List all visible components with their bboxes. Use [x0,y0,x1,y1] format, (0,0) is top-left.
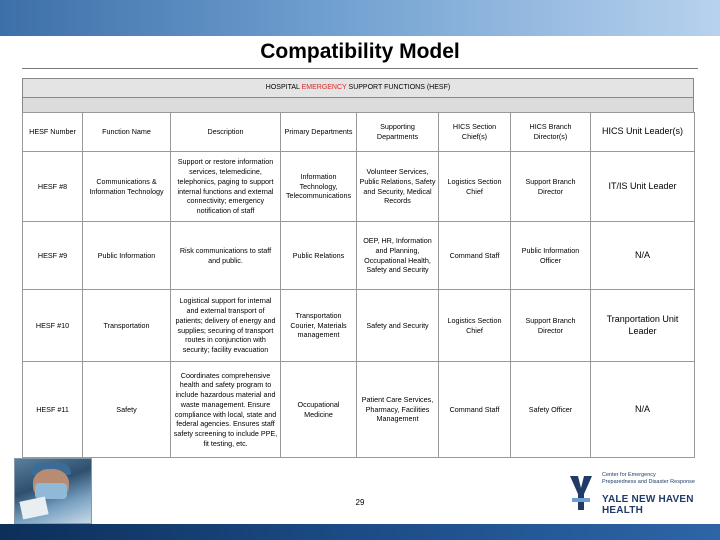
medical-staff-photo [14,458,92,524]
branch-director-cell: Support Branch Director [511,152,591,222]
column-header: HICS Unit Leader(s) [591,113,695,152]
brand-name: YALE NEW HAVEN HEALTH [602,494,694,516]
page-number: 29 [355,498,365,507]
supporting-departments-cell: OEP, HR, Information and Planning, Occupational Health, Safety and Security [357,222,439,290]
unit-leader-cell: N/A [591,362,695,458]
description-cell: Support or restore information services, telemedicine, telephonics, paging to support internal functions and external connectivity; emergency notification of staff [171,152,281,222]
column-header: Function Name [83,113,171,152]
hesf-number-cell: HESF #9 [23,222,83,290]
primary-departments-cell: Transportation Courier, Materials management [281,290,357,362]
section-chief-cell: Command Staff [439,362,511,458]
branch-director-cell: Support Branch Director [511,290,591,362]
header-band-emphasis: EMERGENCY [301,84,347,91]
table-row [23,290,695,362]
table-row [23,222,695,290]
table-header-row [23,113,695,152]
primary-departments-cell: Public Relations [281,222,357,290]
table-row [23,152,695,222]
bottom-banner [0,524,720,540]
center-name: Center for Emergency Preparedness and Disaster Response [602,472,695,486]
description-cell: Risk communications to staff and public. [171,222,281,290]
column-header: HESF Number [23,113,83,152]
hesf-table [22,112,695,458]
section-chief-cell: Logistics Section Chief [439,290,511,362]
function-name-cell: Transportation [83,290,171,362]
table-sub-band [22,97,694,113]
unit-leader-cell: Tranportation Unit Leader [591,290,695,362]
hesf-number-cell: HESF #10 [23,290,83,362]
primary-departments-cell: Information Technology, Telecommunications [281,152,357,222]
function-name-cell: Communications & Information Technology [83,152,171,222]
branch-director-cell: Public Information Officer [511,222,591,290]
supporting-departments-cell: Patient Care Services, Pharmacy, Facilities Management [357,362,439,458]
primary-departments-cell: Occupational Medicine [281,362,357,458]
unit-leader-cell: IT/IS Unit Leader [591,152,695,222]
function-name-cell: Safety [83,362,171,458]
hesf-number-cell: HESF #8 [23,152,83,222]
top-banner [0,0,720,36]
branch-director-cell: Safety Officer [511,362,591,458]
hesf-number-cell: HESF #11 [23,362,83,458]
supporting-departments-cell: Volunteer Services, Public Relations, Safety and Security, Medical Records [357,152,439,222]
yale-new-haven-logo-mark [568,472,594,514]
title-divider [22,68,698,69]
description-cell: Logistical support for internal and external transport of patients; delivery of energy and supplies; securing of transport routes in conjunction with security; facility evacuation [171,290,281,362]
slide-title: Compatibility Model [260,40,460,63]
id-card [19,496,48,519]
table-row [23,362,695,458]
column-header: Supporting Departments [357,113,439,152]
column-header: Primary Departments [281,113,357,152]
column-header: Description [171,113,281,152]
table-header-band [22,78,694,98]
unit-leader-cell: N/A [591,222,695,290]
header-band-prefix: HOSPITAL [265,84,302,91]
function-name-cell: Public Information [83,222,171,290]
section-chief-cell: Logistics Section Chief [439,152,511,222]
description-cell: Coordinates comprehensive health and safety program to include hazardous material and waste management. Ensure compliance with local, state and federal agencies. Ensures staff safety screening to include PPE, fit testing, etc. [171,362,281,458]
column-header: HICS Section Chief(s) [439,113,511,152]
header-band-suffix: SUPPORT FUNCTIONS (HESF) [346,84,451,91]
supporting-departments-cell: Safety and Security [357,290,439,362]
section-chief-cell: Command Staff [439,222,511,290]
yale-new-haven-logo [566,470,706,518]
column-header: HICS Branch Director(s) [511,113,591,152]
